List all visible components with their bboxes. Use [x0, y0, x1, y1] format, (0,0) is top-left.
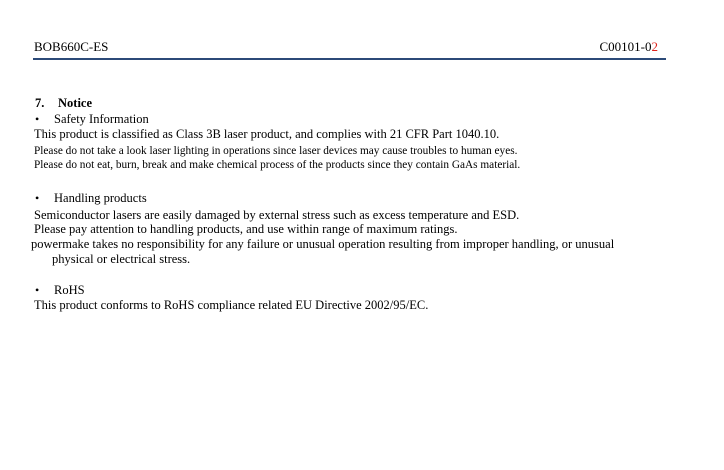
section-number: 7. — [35, 96, 45, 110]
bullet-icon: • — [35, 191, 40, 205]
rohs-line-1: This product conforms to RoHS compliance related EU Directive 2002/95/EC. — [34, 298, 429, 312]
document-revision: 2 — [651, 39, 658, 54]
document-code — [600, 39, 659, 55]
bullet-icon: • — [35, 112, 40, 126]
safety-heading — [35, 112, 149, 127]
handling-heading — [35, 191, 147, 206]
document-code-prefix: C00101-0 — [599, 39, 652, 54]
rohs-heading — [35, 283, 85, 298]
document-id: BOB660C-ES — [34, 39, 109, 54]
safety-heading-label: Safety Information — [54, 112, 149, 126]
safety-line-3: Please do not eat, burn, break and make chemical process of the products since they contain GaAs material. — [34, 159, 521, 171]
rohs-heading-label: RoHS — [54, 283, 85, 297]
bullet-icon: • — [35, 283, 40, 297]
handling-line-2: Please pay attention to handling products, and use within range of maximum ratings. — [34, 222, 458, 236]
handling-line-3: powermake takes no responsibility for any failure or unusual operation resulting from improper handling, or unusual — [31, 237, 615, 251]
safety-line-1: This product is classified as Class 3B laser product, and complies with 21 CFR Part 1040.10. — [34, 127, 500, 141]
safety-line-2: Please do not take a look laser lighting in operations since laser devices may cause troubles to human eyes. — [34, 145, 518, 157]
handling-line-1: Semiconductor lasers are easily damaged by external stress such as excess temperature and ESD. — [34, 208, 520, 222]
handling-line-3-continued: physical or electrical stress. — [52, 252, 191, 266]
header-divider — [33, 58, 666, 60]
handling-heading-label: Handling products — [54, 191, 147, 205]
section-heading — [35, 96, 92, 111]
section-title: Notice — [58, 96, 93, 110]
